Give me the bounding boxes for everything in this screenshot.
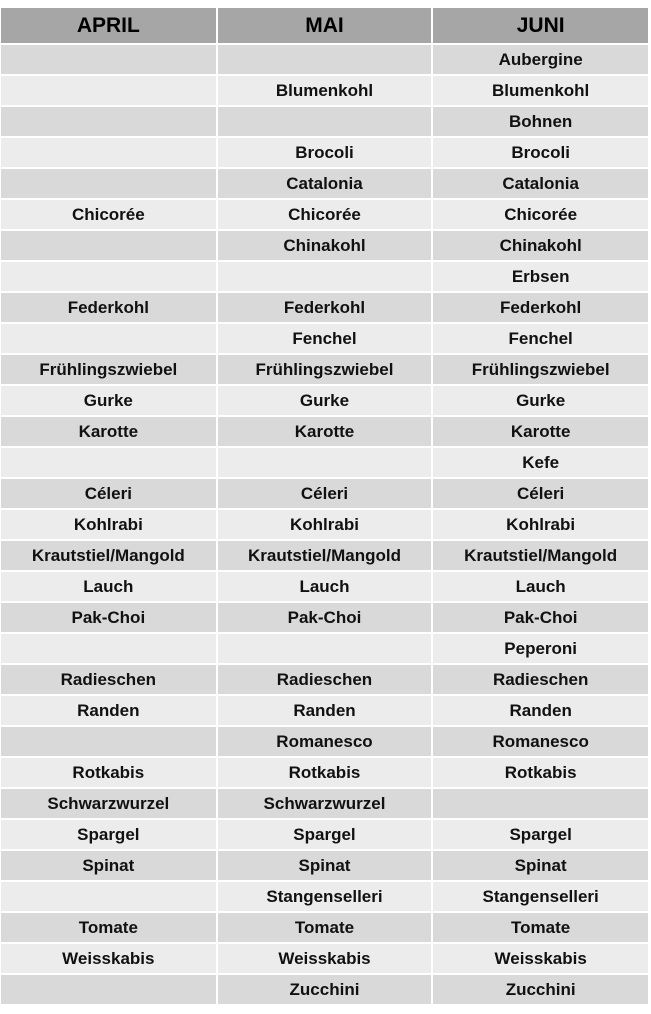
table-cell-april: Spargel bbox=[1, 819, 217, 850]
table-cell-mai: Frühlingszwiebel bbox=[217, 354, 433, 385]
table-cell-mai: Brocoli bbox=[217, 137, 433, 168]
table-cell-april bbox=[1, 137, 217, 168]
table-cell-juni: Tomate bbox=[432, 912, 648, 943]
table-cell-april: Tomate bbox=[1, 912, 217, 943]
table-cell-juni: Karotte bbox=[432, 416, 648, 447]
table-cell-juni: Randen bbox=[432, 695, 648, 726]
table-cell-april: Céleri bbox=[1, 478, 217, 509]
table-cell-mai: Lauch bbox=[217, 571, 433, 602]
table-cell-mai: Krautstiel/Mangold bbox=[217, 540, 433, 571]
table-cell-mai: Spargel bbox=[217, 819, 433, 850]
table-cell-juni: Pak-Choi bbox=[432, 602, 648, 633]
table-row bbox=[1, 695, 648, 726]
table-cell-mai bbox=[217, 44, 433, 75]
table-header bbox=[1, 8, 648, 44]
table-cell-april: Weisskabis bbox=[1, 943, 217, 974]
table-row bbox=[1, 447, 648, 478]
table-cell-juni: Spargel bbox=[432, 819, 648, 850]
table-cell-juni: Chinakohl bbox=[432, 230, 648, 261]
table-cell-mai bbox=[217, 106, 433, 137]
table-cell-juni: Catalonia bbox=[432, 168, 648, 199]
table-cell-mai: Chinakohl bbox=[217, 230, 433, 261]
table-cell-mai: Gurke bbox=[217, 385, 433, 416]
table-cell-april: Rotkabis bbox=[1, 757, 217, 788]
table-cell-mai: Kohlrabi bbox=[217, 509, 433, 540]
table-row bbox=[1, 726, 648, 757]
table-cell-juni: Kohlrabi bbox=[432, 509, 648, 540]
table-row bbox=[1, 75, 648, 106]
table-cell-april bbox=[1, 726, 217, 757]
table-cell-april: Karotte bbox=[1, 416, 217, 447]
table-cell-juni: Weisskabis bbox=[432, 943, 648, 974]
table-cell-juni: Kefe bbox=[432, 447, 648, 478]
table-cell-juni: Romanesco bbox=[432, 726, 648, 757]
table-cell-mai: Schwarzwurzel bbox=[217, 788, 433, 819]
table-cell-mai: Fenchel bbox=[217, 323, 433, 354]
table-cell-mai: Federkohl bbox=[217, 292, 433, 323]
table-row bbox=[1, 137, 648, 168]
table-cell-mai: Catalonia bbox=[217, 168, 433, 199]
table-row bbox=[1, 416, 648, 447]
table-cell-april bbox=[1, 447, 217, 478]
table-cell-juni: Radieschen bbox=[432, 664, 648, 695]
table-cell-mai bbox=[217, 633, 433, 664]
table-cell-juni: Frühlingszwiebel bbox=[432, 354, 648, 385]
table-cell-april bbox=[1, 261, 217, 292]
table-cell-juni: Aubergine bbox=[432, 44, 648, 75]
table-cell-april: Frühlingszwiebel bbox=[1, 354, 217, 385]
table-row bbox=[1, 912, 648, 943]
table-cell-april bbox=[1, 106, 217, 137]
table-cell-mai: Stangenselleri bbox=[217, 881, 433, 912]
table-row bbox=[1, 602, 648, 633]
table-cell-juni: Céleri bbox=[432, 478, 648, 509]
vegetable-season-table-container bbox=[1, 8, 648, 1006]
table-row bbox=[1, 850, 648, 881]
table-cell-mai: Céleri bbox=[217, 478, 433, 509]
table-cell-juni: Lauch bbox=[432, 571, 648, 602]
table-cell-april: Federkohl bbox=[1, 292, 217, 323]
table-cell-mai: Spinat bbox=[217, 850, 433, 881]
table-cell-april: Radieschen bbox=[1, 664, 217, 695]
table-cell-mai: Rotkabis bbox=[217, 757, 433, 788]
table-cell-april bbox=[1, 44, 217, 75]
table-cell-april: Spinat bbox=[1, 850, 217, 881]
table-row bbox=[1, 230, 648, 261]
table-row bbox=[1, 819, 648, 850]
table-row bbox=[1, 757, 648, 788]
table-cell-mai bbox=[217, 261, 433, 292]
table-cell-april bbox=[1, 974, 217, 1005]
table-cell-april bbox=[1, 633, 217, 664]
table-cell-juni: Zucchini bbox=[432, 974, 648, 1005]
table-cell-juni: Brocoli bbox=[432, 137, 648, 168]
table-row bbox=[1, 354, 648, 385]
table-cell-mai: Tomate bbox=[217, 912, 433, 943]
table-cell-juni: Erbsen bbox=[432, 261, 648, 292]
column-header-april: APRIL bbox=[1, 8, 217, 44]
table-cell-juni: Peperoni bbox=[432, 633, 648, 664]
table-row bbox=[1, 292, 648, 323]
table-cell-mai: Blumenkohl bbox=[217, 75, 433, 106]
table-cell-mai: Weisskabis bbox=[217, 943, 433, 974]
table-cell-mai: Radieschen bbox=[217, 664, 433, 695]
table-cell-mai: Karotte bbox=[217, 416, 433, 447]
table-cell-april: Schwarzwurzel bbox=[1, 788, 217, 819]
table-cell-mai: Pak-Choi bbox=[217, 602, 433, 633]
table-cell-juni: Spinat bbox=[432, 850, 648, 881]
table-row bbox=[1, 323, 648, 354]
table-cell-mai bbox=[217, 447, 433, 478]
table-cell-juni: Krautstiel/Mangold bbox=[432, 540, 648, 571]
table-row bbox=[1, 974, 648, 1005]
table-cell-juni: Fenchel bbox=[432, 323, 648, 354]
table-cell-juni bbox=[432, 788, 648, 819]
table-cell-april: Chicorée bbox=[1, 199, 217, 230]
table-cell-april bbox=[1, 323, 217, 354]
vegetable-season-table bbox=[1, 8, 648, 1006]
table-cell-mai: Randen bbox=[217, 695, 433, 726]
column-header-mai: MAI bbox=[217, 8, 433, 44]
table-row bbox=[1, 199, 648, 230]
table-cell-april: Krautstiel/Mangold bbox=[1, 540, 217, 571]
table-cell-april: Pak-Choi bbox=[1, 602, 217, 633]
table-cell-april: Kohlrabi bbox=[1, 509, 217, 540]
table-row bbox=[1, 509, 648, 540]
table-row bbox=[1, 633, 648, 664]
table-row bbox=[1, 261, 648, 292]
table-row bbox=[1, 168, 648, 199]
table-cell-april bbox=[1, 230, 217, 261]
table-row bbox=[1, 571, 648, 602]
table-row bbox=[1, 44, 648, 75]
table-cell-juni: Chicorée bbox=[432, 199, 648, 230]
table-row bbox=[1, 478, 648, 509]
table-cell-juni: Bohnen bbox=[432, 106, 648, 137]
column-header-juni: JUNI bbox=[432, 8, 648, 44]
table-cell-mai: Zucchini bbox=[217, 974, 433, 1005]
table-row bbox=[1, 881, 648, 912]
table-cell-april: Gurke bbox=[1, 385, 217, 416]
table-cell-april: Randen bbox=[1, 695, 217, 726]
table-row bbox=[1, 664, 648, 695]
table-cell-juni: Federkohl bbox=[432, 292, 648, 323]
table-row bbox=[1, 540, 648, 571]
table-body bbox=[1, 44, 648, 1005]
table-row bbox=[1, 788, 648, 819]
table-row bbox=[1, 106, 648, 137]
header-row bbox=[1, 8, 648, 44]
table-cell-april bbox=[1, 881, 217, 912]
table-cell-mai: Chicorée bbox=[217, 199, 433, 230]
table-row bbox=[1, 943, 648, 974]
table-cell-juni: Blumenkohl bbox=[432, 75, 648, 106]
table-cell-mai: Romanesco bbox=[217, 726, 433, 757]
table-cell-juni: Rotkabis bbox=[432, 757, 648, 788]
table-row bbox=[1, 385, 648, 416]
table-cell-april bbox=[1, 168, 217, 199]
table-cell-april bbox=[1, 75, 217, 106]
table-cell-juni: Gurke bbox=[432, 385, 648, 416]
table-cell-april: Lauch bbox=[1, 571, 217, 602]
table-cell-juni: Stangenselleri bbox=[432, 881, 648, 912]
